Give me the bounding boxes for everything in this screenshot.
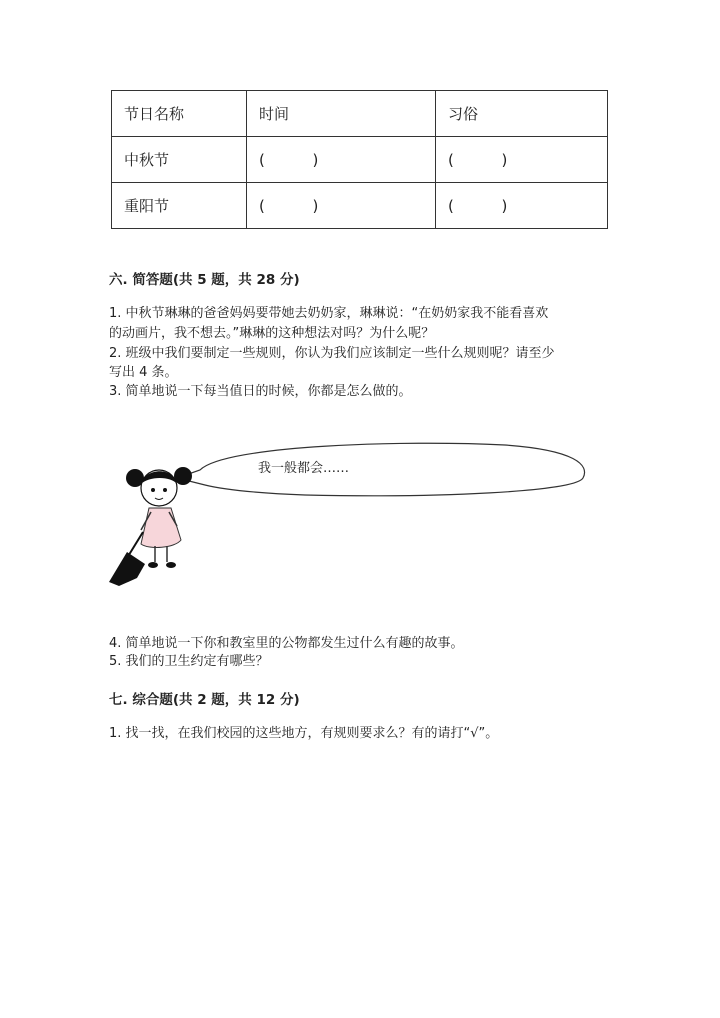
- custom-answer-cell[interactable]: ( ): [436, 183, 608, 229]
- section-6-title: 六. 简答题(共 5 题，共 28 分): [109, 272, 300, 288]
- festival-name-cell: 中秋节: [112, 137, 247, 183]
- question-3: 3. 简单地说一下每当值日的时候，你都是怎么做的。: [109, 384, 412, 399]
- question-1-line-1: 1. 中秋节琳琳的爸爸妈妈要带她去奶奶家，琳琳说：“在奶奶家我不能看喜欢: [109, 306, 549, 321]
- custom-answer-cell[interactable]: ( ): [436, 137, 608, 183]
- table-header-row: [112, 91, 608, 137]
- table-row: [112, 137, 608, 183]
- sweeping-girl-illustration: [105, 440, 595, 590]
- section-7-question-1: 1. 找一找，在我们校园的这些地方，有规则要求么？有的请打“√”。: [109, 726, 499, 741]
- time-answer-cell[interactable]: ( ): [247, 137, 436, 183]
- table-row: [112, 183, 608, 229]
- festival-table: [111, 90, 608, 229]
- question-1-line-2: 的动画片，我不想去。”琳琳的这种想法对吗？为什么呢？: [109, 326, 435, 341]
- header-cell-custom: 习俗: [436, 91, 608, 137]
- festival-name-cell: 重阳节: [112, 183, 247, 229]
- header-cell-time: 时间: [247, 91, 436, 137]
- speech-bubble-text: 我一般都会……: [258, 461, 350, 476]
- question-4: 4. 简单地说一下你和教室里的公物都发生过什么有趣的故事。: [109, 636, 464, 651]
- question-2-line-2: 写出 4 条。: [109, 365, 178, 380]
- section-7-title: 七. 综合题(共 2 题，共 12 分): [109, 692, 300, 708]
- time-answer-cell[interactable]: ( ): [247, 183, 436, 229]
- question-2-line-1: 2. 班级中我们要制定一些规则，你认为我们应该制定一些什么规则呢？请至少: [109, 346, 555, 361]
- header-cell-name: 节日名称: [112, 91, 247, 137]
- question-5: 5. 我们的卫生约定有哪些？: [109, 654, 269, 669]
